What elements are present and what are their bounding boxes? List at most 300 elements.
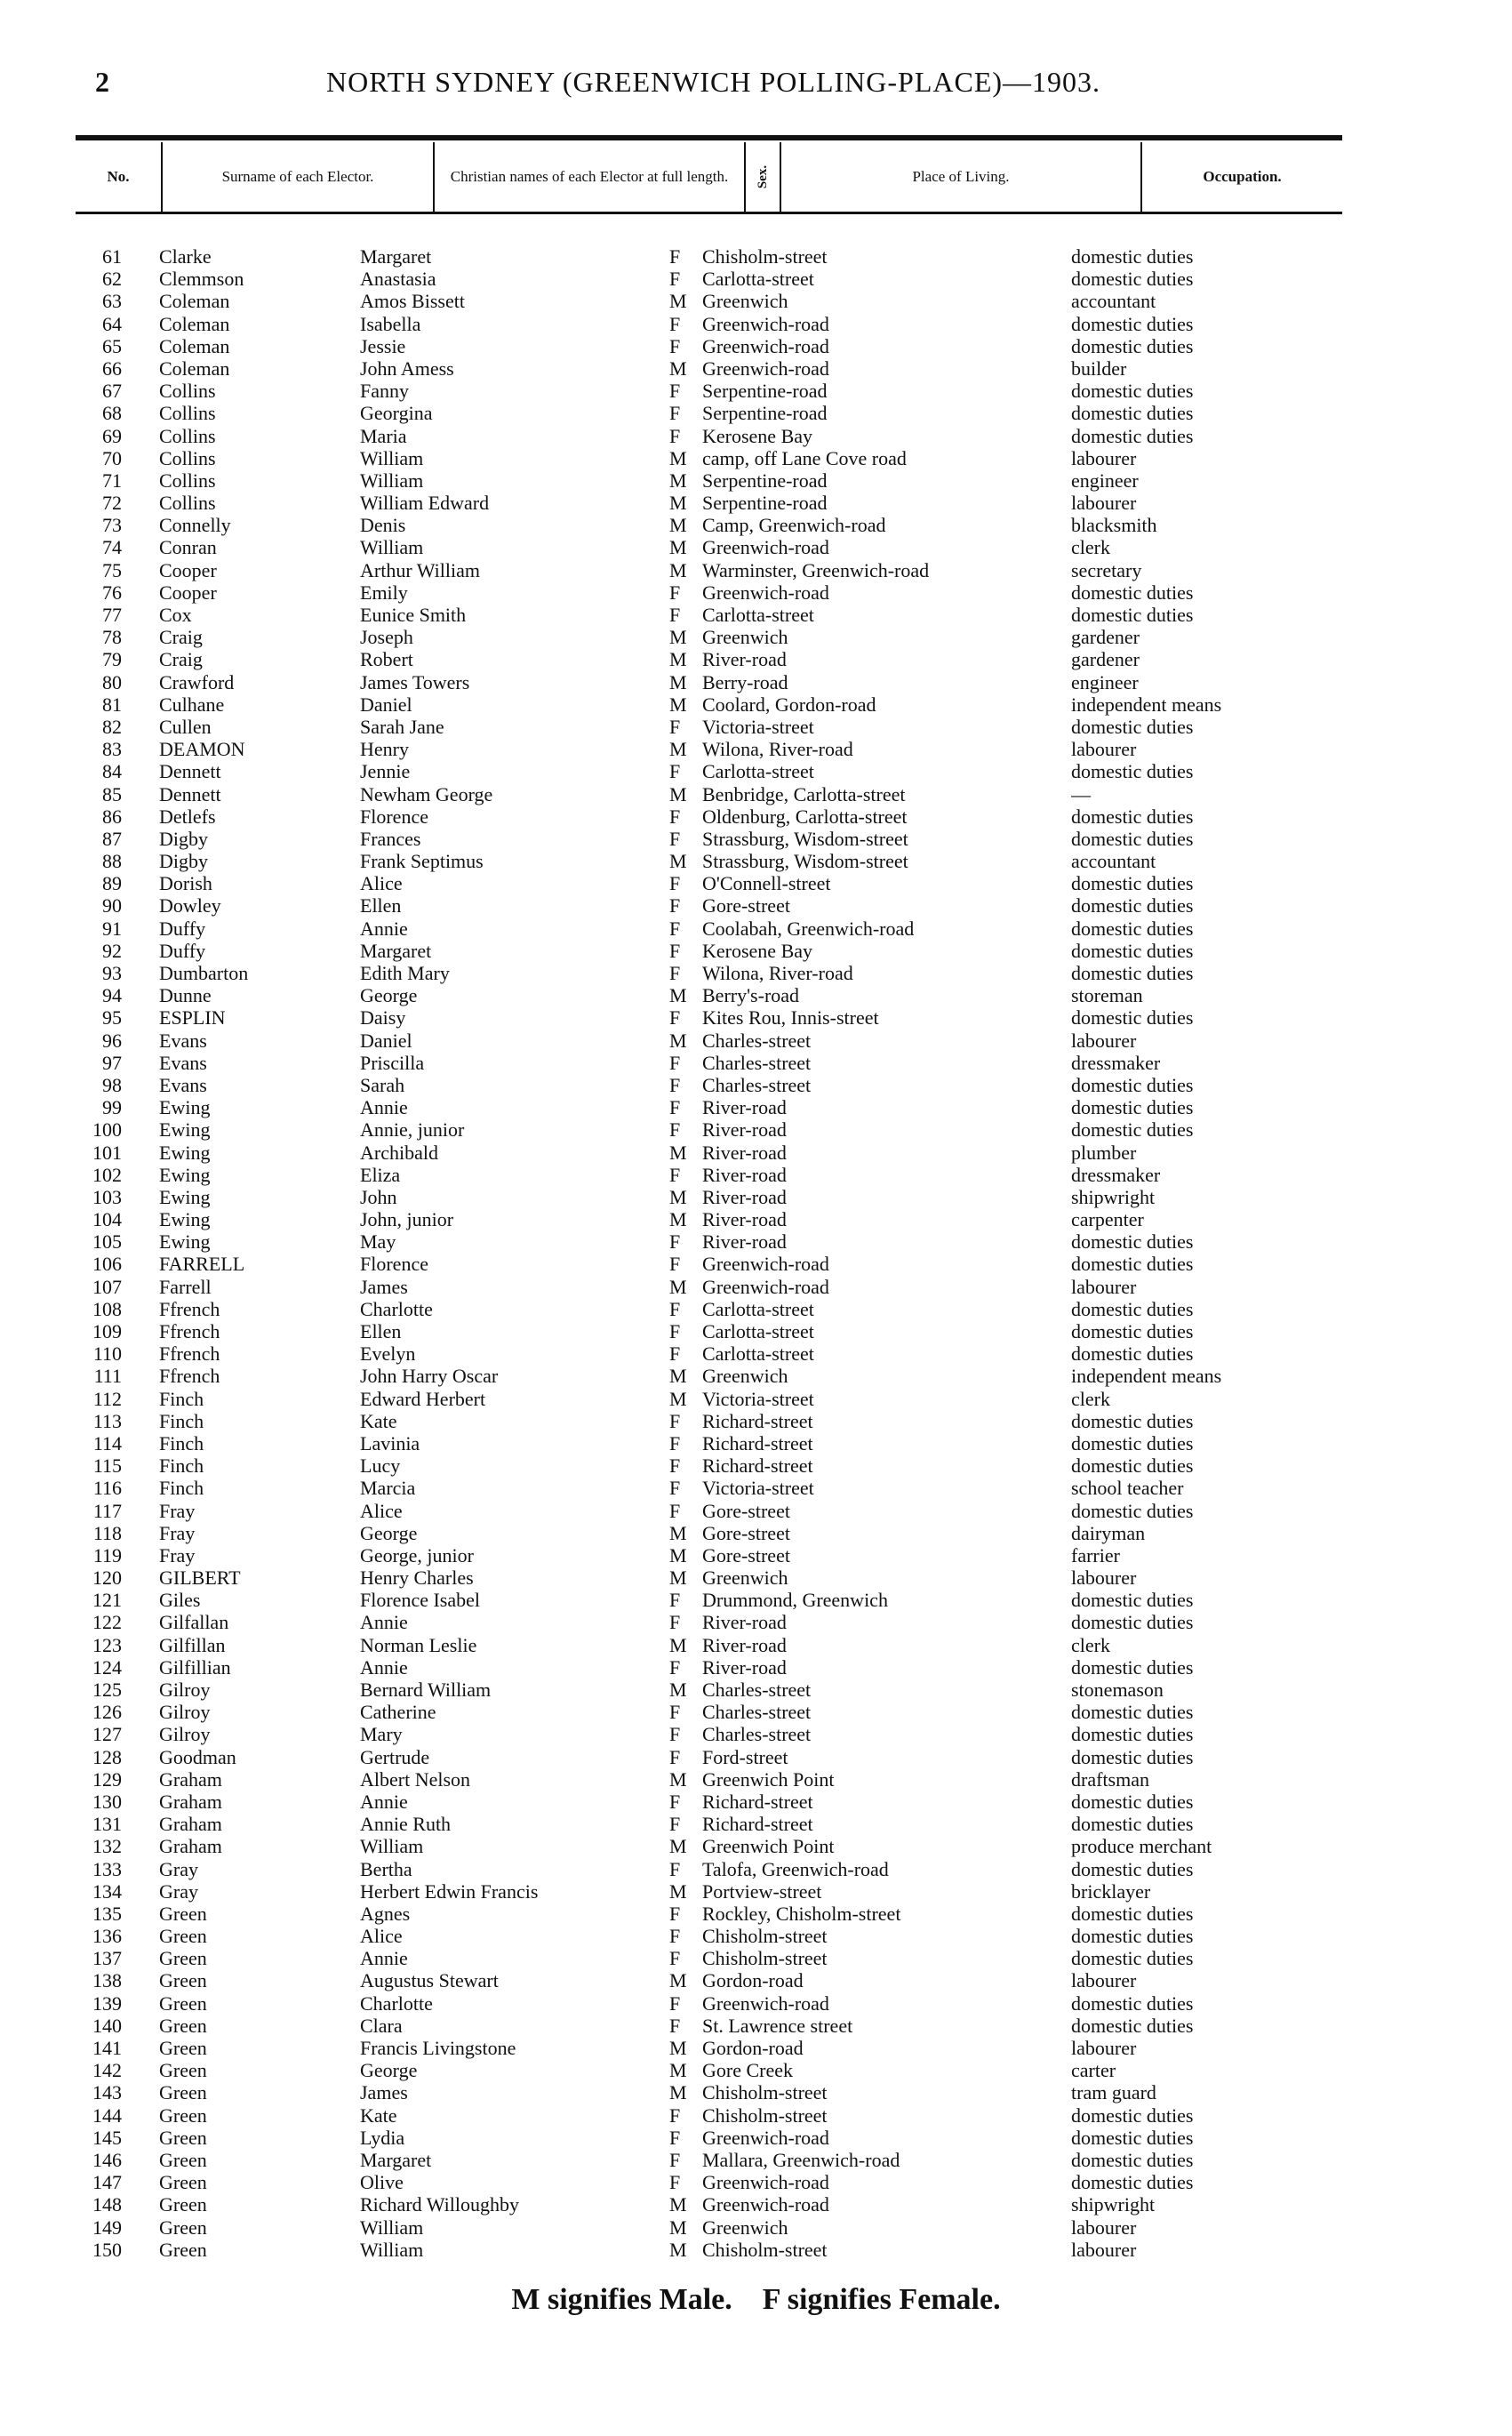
table-row — [76, 1030, 1342, 1052]
elector-sex: M — [669, 1029, 687, 1052]
table-row — [76, 1388, 1342, 1410]
elector-occupation: labourer — [1071, 1567, 1137, 1590]
elector-sex: F — [669, 1297, 681, 1320]
elector-place-of-living: Greenwich-road — [702, 1253, 829, 1276]
elector-place-of-living: River-road — [702, 1208, 787, 1231]
table-row — [76, 2239, 1342, 2261]
elector-christian-names: Florence — [360, 805, 428, 828]
elector-christian-names: Denis — [360, 514, 406, 537]
elector-number: 66 — [102, 357, 122, 380]
elector-sex: F — [669, 334, 681, 357]
elector-occupation: domestic duties — [1071, 2171, 1194, 2194]
elector-number: 76 — [102, 581, 122, 604]
elector-occupation: domestic duties — [1071, 1253, 1194, 1276]
elector-christian-names: Amos Bissett — [360, 290, 465, 313]
table-row — [76, 1723, 1342, 1745]
table-row — [76, 940, 1342, 962]
elector-sex: M — [669, 2037, 687, 2059]
elector-sex: F — [669, 939, 681, 962]
elector-sex: F — [669, 715, 681, 738]
elector-place-of-living: Oldenburg, Carlotta-street — [702, 805, 908, 828]
elector-christian-names: Fanny — [360, 380, 409, 403]
elector-occupation: domestic duties — [1071, 1006, 1194, 1030]
elector-place-of-living: Chisholm-street — [702, 1947, 828, 1970]
elector-occupation: accountant — [1071, 290, 1156, 313]
elector-sex: F — [669, 1745, 681, 1768]
table-row — [76, 425, 1342, 447]
elector-surname: Collins — [159, 380, 216, 403]
elector-occupation: tram guard — [1071, 2081, 1156, 2104]
elector-number: 80 — [102, 670, 122, 693]
elector-place-of-living: Greenwich-road — [702, 357, 829, 380]
column-header-sex — [744, 142, 780, 212]
elector-sex: F — [669, 1857, 681, 1880]
elector-sex: M — [669, 2238, 687, 2261]
elector-sex: F — [669, 1925, 681, 1948]
elector-occupation: storeman — [1071, 984, 1143, 1007]
elector-sex: F — [669, 805, 681, 828]
elector-christian-names: Florence — [360, 1253, 428, 1276]
elector-christian-names: Sarah — [360, 1073, 405, 1096]
elector-place-of-living: Berry-road — [702, 670, 788, 693]
elector-sex: F — [669, 604, 681, 626]
elector-sex: M — [669, 1567, 687, 1590]
elector-occupation: domestic duties — [1071, 1096, 1194, 1119]
elector-occupation: domestic duties — [1071, 917, 1194, 940]
elector-occupation: labourer — [1071, 446, 1137, 469]
elector-occupation: domestic duties — [1071, 1589, 1194, 1612]
elector-number: 148 — [92, 2193, 122, 2216]
elector-sex: F — [669, 1118, 681, 1142]
elector-occupation: domestic duties — [1071, 424, 1194, 447]
elector-number: 65 — [102, 334, 122, 357]
table-row — [76, 1208, 1342, 1230]
table-row — [76, 1544, 1342, 1567]
elector-surname: Finch — [159, 1431, 204, 1454]
table-row — [76, 828, 1342, 850]
elector-christian-names: Richard Willoughby — [360, 2193, 519, 2216]
table-row — [76, 2081, 1342, 2103]
elector-place-of-living: Wilona, River-road — [702, 738, 853, 761]
elector-place-of-living: Richard-street — [702, 1790, 813, 1813]
elector-surname: Green — [159, 2059, 207, 2082]
elector-christian-names: Annie — [360, 1947, 408, 1970]
elector-sex: F — [669, 1253, 681, 1276]
elector-christian-names: Agnes — [360, 1902, 411, 1925]
sex-legend: M signifies Male. F signifies Female. — [511, 2283, 1001, 2316]
elector-sex: F — [669, 2014, 681, 2037]
elector-number: 144 — [92, 2103, 122, 2127]
elector-number: 126 — [92, 1701, 122, 1724]
elector-christian-names: George — [360, 1521, 418, 1544]
elector-christian-names: Archibald — [360, 1141, 438, 1164]
elector-place-of-living: Talofa, Greenwich-road — [702, 1857, 889, 1880]
elector-number: 142 — [92, 2059, 122, 2082]
elector-occupation: dressmaker — [1071, 1051, 1161, 1074]
elector-place-of-living: Gore-street — [702, 1499, 790, 1522]
table-row — [76, 1835, 1342, 1857]
elector-christian-names: Newham George — [360, 782, 493, 805]
table-row — [76, 1947, 1342, 1969]
table-row — [76, 2104, 1342, 2127]
elector-occupation: domestic duties — [1071, 872, 1194, 895]
elector-number: 97 — [102, 1051, 122, 1074]
elector-place-of-living: Greenwich-road — [702, 2126, 829, 2149]
elector-place-of-living: River-road — [702, 1185, 787, 1208]
elector-surname: Cullen — [159, 715, 212, 738]
elector-place-of-living: Carlotta-street — [702, 1297, 814, 1320]
elector-surname: Ewing — [159, 1230, 211, 1254]
elector-surname: Green — [159, 2081, 207, 2104]
elector-surname: Crawford — [159, 670, 235, 693]
table-row — [76, 1298, 1342, 1320]
elector-sex: M — [669, 1185, 687, 1208]
table-row — [76, 402, 1342, 424]
elector-surname: Culhane — [159, 693, 225, 716]
elector-occupation: carter — [1071, 2059, 1116, 2082]
elector-sex: M — [669, 446, 687, 469]
elector-number: 119 — [92, 1543, 122, 1567]
table-row — [76, 1925, 1342, 1947]
elector-place-of-living: Strassburg, Wisdom-street — [702, 827, 908, 850]
elector-christian-names: James Towers — [360, 670, 470, 693]
elector-occupation: domestic duties — [1071, 939, 1194, 962]
elector-sex: F — [669, 1790, 681, 1813]
elector-christian-names: Norman Leslie — [360, 1633, 477, 1656]
table-row — [76, 1074, 1342, 1096]
table-row — [76, 1454, 1342, 1477]
elector-christian-names: Frances — [360, 827, 421, 850]
elector-sex: M — [669, 1543, 687, 1567]
elector-surname: Green — [159, 2193, 207, 2216]
column-header-place-of-living: Place of Living. — [780, 142, 1140, 212]
elector-number: 108 — [92, 1297, 122, 1320]
elector-surname: Dennett — [159, 782, 221, 805]
elector-sex: F — [669, 1723, 681, 1746]
elector-place-of-living: Kites Rou, Innis-street — [702, 1006, 879, 1030]
elector-place-of-living: Richard-street — [702, 1431, 813, 1454]
elector-place-of-living: Gore Creek — [702, 2059, 794, 2082]
table-row — [76, 1342, 1342, 1365]
elector-occupation: dairyman — [1071, 1521, 1146, 1544]
elector-sex: F — [669, 1073, 681, 1096]
elector-christian-names: John Amess — [360, 357, 454, 380]
elector-place-of-living: Serpentine-road — [702, 402, 828, 425]
elector-sex: M — [669, 782, 687, 805]
elector-occupation: domestic duties — [1071, 2126, 1194, 2149]
header-rule — [76, 135, 1342, 140]
elector-number: 100 — [92, 1118, 122, 1142]
elector-sex: F — [669, 1655, 681, 1679]
elector-surname: Cox — [159, 604, 192, 626]
elector-number: 88 — [102, 850, 122, 873]
elector-place-of-living: River-road — [702, 1230, 787, 1254]
elector-surname: Connelly — [159, 514, 231, 537]
elector-surname: Craig — [159, 648, 203, 671]
table-row — [76, 1410, 1342, 1432]
elector-number: 72 — [102, 492, 122, 515]
elector-sex: F — [669, 1409, 681, 1432]
elector-christian-names: Daniel — [360, 1029, 412, 1052]
elector-occupation: labourer — [1071, 1969, 1137, 1992]
elector-sex: M — [669, 850, 687, 873]
elector-place-of-living: Coolabah, Greenwich-road — [702, 917, 915, 940]
elector-place-of-living: camp, off Lane Cove road — [702, 446, 907, 469]
elector-sex: M — [669, 2216, 687, 2239]
table-row — [76, 1903, 1342, 1925]
elector-number: 114 — [92, 1431, 122, 1454]
table-row — [76, 894, 1342, 917]
elector-occupation: labourer — [1071, 492, 1137, 515]
elector-christian-names: Francis Livingstone — [360, 2037, 516, 2059]
elector-surname: Gilroy — [159, 1701, 211, 1724]
table-row — [76, 1477, 1342, 1499]
elector-number: 63 — [102, 290, 122, 313]
elector-surname: Ewing — [159, 1141, 211, 1164]
elector-number: 90 — [102, 894, 122, 918]
elector-occupation: domestic duties — [1071, 1655, 1194, 1679]
column-header-christian-names: Christian names of each Elector at full length. — [433, 142, 744, 212]
elector-number: 128 — [92, 1745, 122, 1768]
elector-occupation: independent means — [1071, 693, 1222, 716]
elector-christian-names: Margaret — [360, 245, 432, 268]
table-row — [76, 1791, 1342, 1813]
elector-surname: Green — [159, 2216, 207, 2239]
elector-surname: Graham — [159, 1767, 222, 1791]
elector-place-of-living: River-road — [702, 648, 787, 671]
table-row — [76, 514, 1342, 536]
elector-place-of-living: Greenwich Point — [702, 1835, 835, 1858]
elector-sex: M — [669, 1275, 687, 1298]
elector-christian-names: Jennie — [360, 760, 411, 783]
elector-place-of-living: Greenwich-road — [702, 2171, 829, 2194]
header-bottom-rule — [76, 212, 1342, 214]
column-header-surname: Surname of each Elector. — [161, 142, 433, 212]
elector-number: 87 — [102, 827, 122, 850]
elector-place-of-living: Carlotta-street — [702, 1342, 814, 1366]
table-row — [76, 1096, 1342, 1118]
table-row — [76, 604, 1342, 626]
elector-place-of-living: Drummond, Greenwich — [702, 1589, 888, 1612]
elector-number: 136 — [92, 1925, 122, 1948]
elector-sex: M — [669, 1387, 687, 1410]
elector-sex: F — [669, 402, 681, 425]
elector-surname: Green — [159, 1947, 207, 1970]
elector-christian-names: Alice — [360, 1499, 403, 1522]
table-row — [76, 693, 1342, 716]
elector-occupation: domestic duties — [1071, 1073, 1194, 1096]
elector-surname: Graham — [159, 1835, 222, 1858]
elector-occupation: labourer — [1071, 1275, 1137, 1298]
elector-occupation: — — [1071, 782, 1091, 805]
table-row — [76, 1567, 1342, 1589]
table-row — [76, 1969, 1342, 1991]
elector-occupation: domestic duties — [1071, 1230, 1194, 1254]
elector-place-of-living: Wilona, River-road — [702, 962, 853, 984]
elector-number: 139 — [92, 1991, 122, 2015]
elector-place-of-living: Gore-street — [702, 894, 790, 918]
table-row — [76, 1813, 1342, 1835]
elector-sex: M — [669, 2081, 687, 2104]
elector-number: 134 — [92, 1879, 122, 1903]
elector-number: 70 — [102, 446, 122, 469]
elector-sex: F — [669, 1096, 681, 1119]
elector-place-of-living: Greenwich — [702, 290, 788, 313]
page-title: NORTH SYDNEY (GREENWICH POLLING-PLACE)—1903. — [325, 66, 1101, 98]
table-row — [76, 1253, 1342, 1275]
elector-occupation: domestic duties — [1071, 581, 1194, 604]
elector-surname: Evans — [159, 1029, 207, 1052]
elector-place-of-living: Chisholm-street — [702, 2238, 828, 2261]
elector-place-of-living: Greenwich-road — [702, 581, 829, 604]
elector-occupation: shipwright — [1071, 1185, 1156, 1208]
elector-place-of-living: Gore-street — [702, 1543, 790, 1567]
table-row — [76, 1432, 1342, 1454]
elector-christian-names: William — [360, 446, 424, 469]
elector-sex: F — [669, 1230, 681, 1254]
elector-place-of-living: Mallara, Greenwich-road — [702, 2148, 900, 2171]
table-row — [76, 2216, 1342, 2239]
elector-place-of-living: Charles-street — [702, 1723, 812, 1746]
table-row — [76, 1858, 1342, 1880]
elector-christian-names: George — [360, 984, 418, 1007]
elector-sex: F — [669, 245, 681, 268]
elector-surname: Graham — [159, 1790, 222, 1813]
elector-surname: Coleman — [159, 290, 230, 313]
elector-sex: M — [669, 984, 687, 1007]
elector-number: 127 — [92, 1723, 122, 1746]
elector-occupation: domestic duties — [1071, 1991, 1194, 2015]
elector-place-of-living: Greenwich-road — [702, 2193, 829, 2216]
elector-sex: M — [669, 2193, 687, 2216]
elector-sex: M — [669, 738, 687, 761]
elector-sex: M — [669, 514, 687, 537]
table-row — [76, 1656, 1342, 1679]
elector-christian-names: Evelyn — [360, 1342, 416, 1366]
elector-place-of-living: Camp, Greenwich-road — [702, 514, 886, 537]
table-row — [76, 2037, 1342, 2059]
elector-place-of-living: Greenwich — [702, 1567, 788, 1590]
table-row — [76, 1118, 1342, 1141]
table-row — [76, 671, 1342, 693]
table-row — [76, 2059, 1342, 2081]
table-row — [76, 1746, 1342, 1768]
elector-sex: M — [669, 1679, 687, 1701]
elector-place-of-living: Charles-street — [702, 1073, 812, 1096]
elector-surname: Goodman — [159, 1745, 236, 1768]
elector-place-of-living: Greenwich-road — [702, 1991, 829, 2015]
elector-number: 149 — [92, 2216, 122, 2239]
elector-christian-names: Margaret — [360, 939, 432, 962]
elector-number: 109 — [92, 1320, 122, 1342]
elector-place-of-living: River-road — [702, 1096, 787, 1119]
elector-occupation: domestic duties — [1071, 1902, 1194, 1925]
elector-place-of-living: Greenwich-road — [702, 334, 829, 357]
table-row — [76, 1634, 1342, 1656]
table-row — [76, 648, 1342, 670]
table-row — [76, 2171, 1342, 2193]
elector-occupation: domestic duties — [1071, 2014, 1194, 2037]
elector-christian-names: Frank Septimus — [360, 850, 484, 873]
elector-place-of-living: Victoria-street — [702, 715, 814, 738]
elector-christian-names: Catherine — [360, 1701, 436, 1724]
elector-number: 143 — [92, 2081, 122, 2104]
elector-number: 110 — [92, 1342, 122, 1366]
elector-number: 145 — [92, 2126, 122, 2149]
elector-surname: Dennett — [159, 760, 221, 783]
elector-occupation: domestic duties — [1071, 1790, 1194, 1813]
elector-occupation: carpenter — [1071, 1208, 1144, 1231]
elector-christian-names: John — [360, 1185, 397, 1208]
elector-surname: Dorish — [159, 872, 212, 895]
elector-number: 78 — [102, 626, 122, 649]
table-row — [76, 245, 1342, 268]
elector-surname: Green — [159, 2148, 207, 2171]
elector-place-of-living: Charles-street — [702, 1701, 812, 1724]
table-row — [76, 380, 1342, 402]
elector-number: 99 — [102, 1096, 122, 1119]
elector-occupation: domestic duties — [1071, 2103, 1194, 2127]
table-row — [76, 962, 1342, 984]
elector-christian-names: Daniel — [360, 693, 412, 716]
elector-number: 124 — [92, 1655, 122, 1679]
elector-christian-names: Albert Nelson — [360, 1767, 471, 1791]
elector-christian-names: Eunice Smith — [360, 604, 467, 626]
page-number: 2 — [95, 66, 109, 98]
elector-sex: F — [669, 581, 681, 604]
elector-sex: M — [669, 1835, 687, 1858]
elector-christian-names: Herbert Edwin Francis — [360, 1879, 539, 1903]
elector-number: 117 — [92, 1499, 122, 1522]
elector-surname: Clemmson — [159, 268, 244, 291]
elector-number: 112 — [92, 1387, 122, 1410]
table-row — [76, 492, 1342, 514]
elector-christian-names: Maria — [360, 424, 407, 447]
elector-surname: Clarke — [159, 245, 212, 268]
elector-sex: M — [669, 693, 687, 716]
elector-occupation: secretary — [1071, 558, 1142, 581]
elector-occupation: labourer — [1071, 2216, 1137, 2239]
elector-place-of-living: Gordon-road — [702, 2037, 804, 2059]
elector-surname: Graham — [159, 1813, 222, 1836]
elector-surname: Giles — [159, 1589, 201, 1612]
elector-surname: FARRELL — [159, 1253, 245, 1276]
elector-place-of-living: Chisholm-street — [702, 1925, 828, 1948]
elector-surname: Farrell — [159, 1275, 212, 1298]
elector-occupation: domestic duties — [1071, 760, 1194, 783]
elector-occupation: domestic duties — [1071, 894, 1194, 918]
elector-surname: Craig — [159, 626, 203, 649]
elector-occupation: clerk — [1071, 536, 1110, 559]
elector-surname: Ffrench — [159, 1297, 220, 1320]
table-row — [76, 1276, 1342, 1298]
elector-christian-names: Marcia — [360, 1477, 416, 1500]
elector-surname: Green — [159, 1902, 207, 1925]
table-row — [76, 1589, 1342, 1611]
elector-christian-names: Lydia — [360, 2126, 405, 2149]
elector-place-of-living: Greenwich — [702, 626, 788, 649]
elector-number: 98 — [102, 1073, 122, 1096]
elector-number: 85 — [102, 782, 122, 805]
elector-sex: F — [669, 917, 681, 940]
elector-surname: Green — [159, 2103, 207, 2127]
elector-christian-names: William — [360, 2216, 424, 2239]
elector-christian-names: Augustus Stewart — [360, 1969, 499, 1992]
elector-christian-names: Henry Charles — [360, 1567, 474, 1590]
elector-number: 140 — [92, 2014, 122, 2037]
elector-christian-names: Arthur William — [360, 558, 480, 581]
table-row — [76, 1052, 1342, 1074]
